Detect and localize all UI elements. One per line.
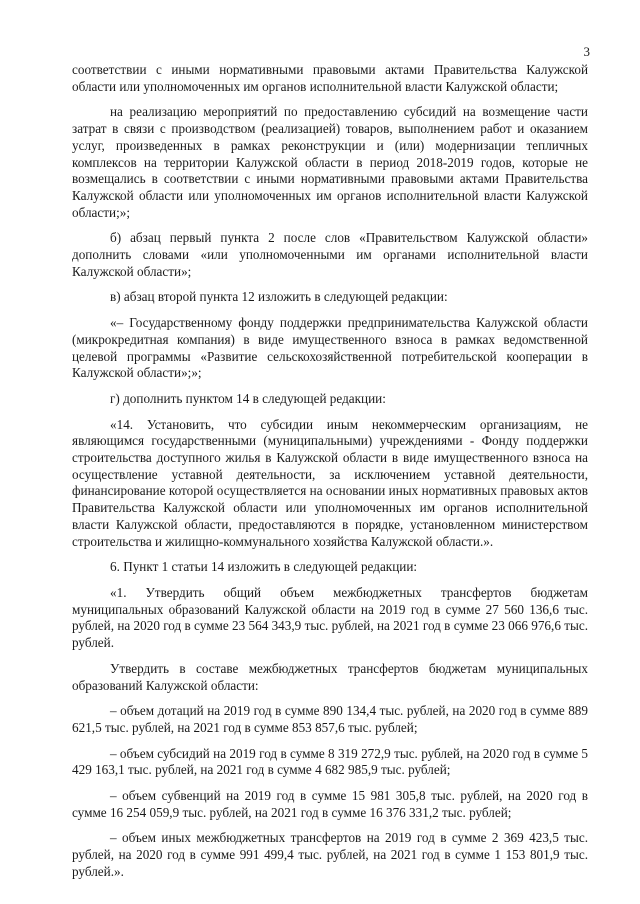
paragraph-total-transfers: «1. Утвердить общий объем межбюджетных трансфертов бюджетам муниципальных образований Калужской области на 2019 год в сумме 27 560 136,6 тыс. рублей, на 2020 год в сумме 23 564 343,9 тыс. рублей, на 2021 год в сумме 23 066 976,6 тыс. рублей.	[72, 584, 588, 651]
paragraph-subventions: – объем субвенций на 2019 год в сумме 15 981 305,8 тыс. рублей, на 2020 год в сумме 16 254 059,9 тыс. рублей, на 2021 год в сумме 16 376 331,2 тыс. рублей;	[72, 788, 588, 820]
paragraph-amendment-g: г) дополнить пунктом 14 в следующей редакции:	[110, 390, 386, 406]
paragraph-greenhouse-subsidies: на реализацию мероприятий по предоставлению субсидий на возмещение части затрат в связи с производством (реализацией) товаров, выполнением работ и оказанием услуг, произведенных в рамках реконструкции и (или) модернизации тепличных комплексов на территории Калужской области в период 2018-2019 годов, которые не возмещались в соответствии с иными нормативными правовыми актами Правительства Калужской области или уполномоченных им органов исполнительной власти Калужской области;»;	[72, 104, 588, 220]
paragraph-amendment-b: б) абзац первый пункта 2 после слов «Правительством Калужской области» дополнить словами «или уполномоченными им органами исполнительной власти Калужской области»;	[72, 230, 588, 279]
paragraph-point-14: «14. Установить, что субсидии иным некоммерческим организациям, не являющимся государственными (муниципальными) учреждениями - Фонду поддержки строительства доступного жилья в Калужской области в виде имущественного взноса на осуществление уставной деятельности, за исключением уставной деятельности, финансирование которой осуществляется на основании иных нормативных правовых актов Правительства Калужской области или уполномоченных им органов исполнительной власти Калужской области, предоставляются в порядке, установленном министерством строительства и жилищно-коммунального хозяйства Калужской области.».	[72, 416, 588, 549]
paragraph-continuation: соответствии с иными нормативными правовыми актами Правительства Калужской области или уполномоченных им органов исполнительной власти Калужской области;	[72, 62, 588, 94]
paragraph-article-14: 6. Пункт 1 статьи 14 изложить в следующей редакции:	[110, 559, 418, 575]
paragraph-subsidies: – объем субсидий на 2019 год в сумме 8 319 272,9 тыс. рублей, на 2020 год в сумме 5 429 163,1 тыс. рублей, на 2021 год в сумме 4 682 985,9 тыс. рублей;	[72, 745, 588, 778]
paragraph-entrepreneurship-fund: «– Государственному фонду поддержки предпринимательства Калужской области (микрокредитная компания) в виде имущественного взноса в рамках ведомственной целевой программы «Развитие сельскохозяйственной потребительской кооперации в Калужской области»;»;	[72, 315, 588, 381]
page-number: 3	[583, 44, 590, 59]
paragraph-amendment-v: в) абзац второй пункта 12 изложить в следующей редакции:	[110, 289, 448, 305]
paragraph-grants: – объем дотаций на 2019 год в сумме 890 134,4 тыс. рублей, на 2020 год в сумме 889 621,5 тыс. рублей, на 2021 год в сумме 853 857,6 тыс. рублей;	[72, 703, 588, 735]
paragraph-other-transfers: – объем иных межбюджетных трансфертов на 2019 год в сумме 2 369 423,5 тыс. рублей, на 2020 год в сумме 991 499,4 тыс. рублей, на 2021 год в сумме 1 153 801,9 тыс. рублей.».	[72, 830, 588, 879]
paragraph-transfers-composition: Утвердить в составе межбюджетных трансфертов бюджетам муниципальных образований Калужской области:	[72, 660, 588, 693]
